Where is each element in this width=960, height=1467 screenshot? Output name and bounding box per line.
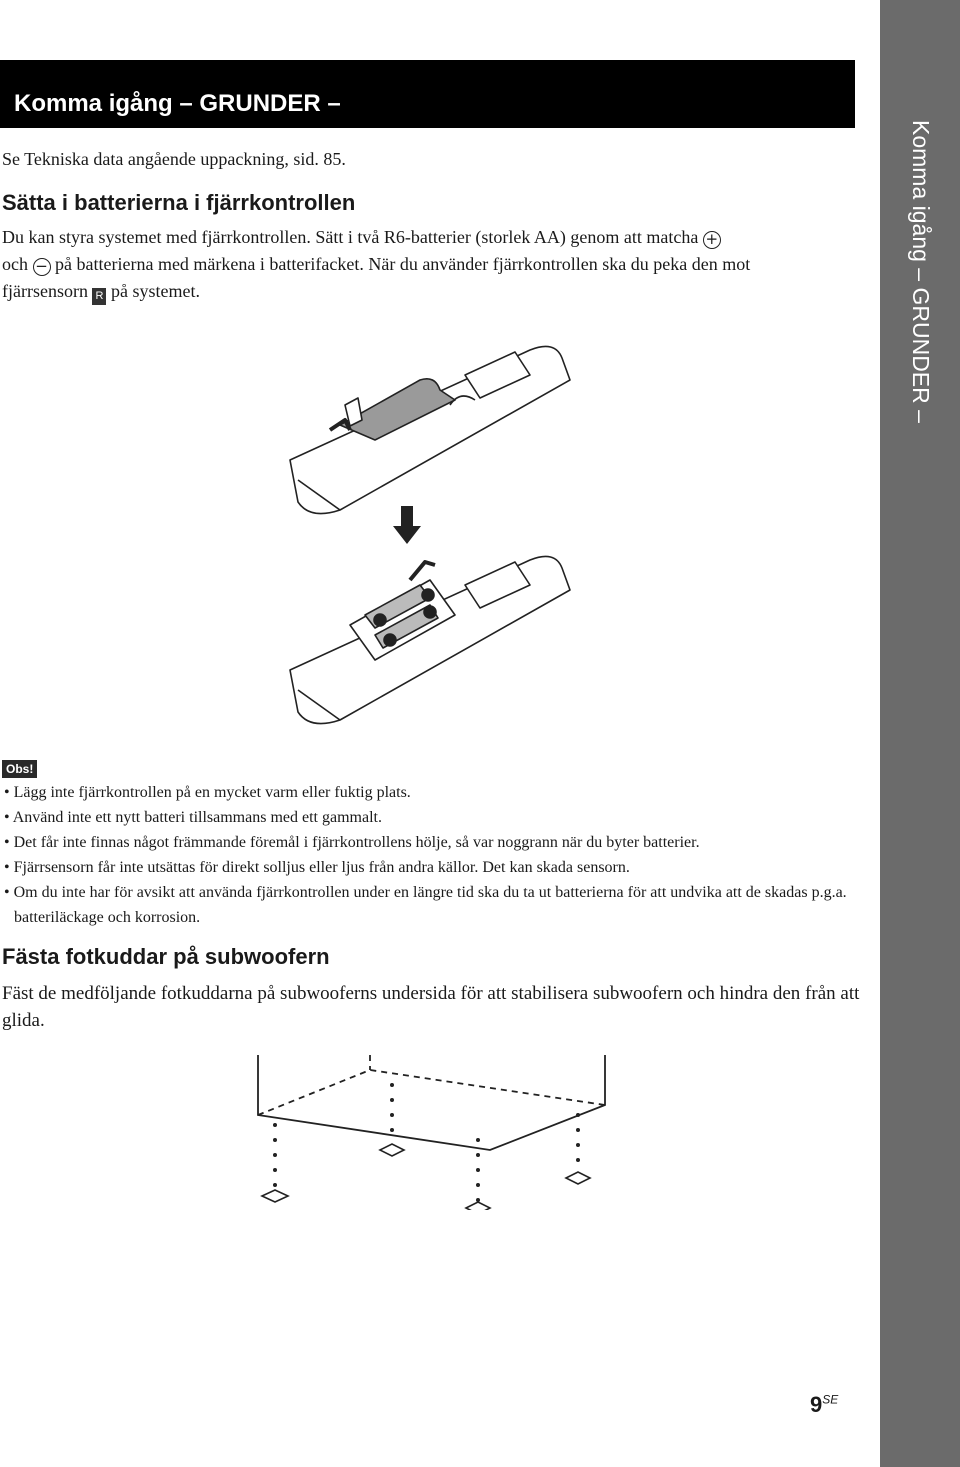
section1-line2a: och [2, 254, 28, 274]
header-title: Komma igång – GRUNDER – [14, 90, 341, 117]
obs-item: • Använd inte ett nytt batteri tillsammans med ett gammalt. [4, 809, 382, 826]
obs-item: • Det får inte finnas något främmande föremål i fjärrkontrollens hölje, så var noggrann när du byter batterier. [4, 834, 700, 851]
side-tab-label: Komma igång – GRUNDER – [908, 120, 934, 423]
remote-cover-illustration [280, 330, 580, 530]
side-tab [880, 0, 960, 1467]
obs-item: • Fjärrsensorn får inte utsättas för direkt solljus eller ljus från andra källor. Det kan skada sensorn. [4, 859, 630, 876]
intro-note: Se Tekniska data angående uppackning, sid. 85. [2, 149, 346, 169]
section1-line1: Du kan styra systemet med fjärrkontrollen. Sätt i två R6-batterier (storlek AA) genom att matcha [2, 227, 699, 247]
plus-icon: + [703, 231, 721, 249]
obs-label: Obs! [2, 760, 37, 778]
remote-batteries-illustration [280, 540, 580, 740]
subwoofer-footpad-illustration [250, 1050, 620, 1210]
section2-heading: Fästa fotkuddar på subwoofern [2, 944, 330, 969]
section2-body: Fäst de medföljande fotkuddarna på subwooferns undersida för att stabilisera subwoofern och hindra den från att glida. [2, 983, 860, 1031]
remote-sensor-icon: R [92, 288, 106, 305]
obs-item: • Om du inte har för avsikt att använda fjärrkontrollen under en längre tid ska du ta ut batterierna för att undvika att de skadas p.g.a. batteriläckage och korrosion. [4, 884, 847, 926]
section1-line2b: på batterierna med märkena i batterifacket. När du använder fjärrkontrollen ska du peka den mot [55, 254, 751, 274]
header-bar [0, 60, 855, 128]
page-number: $9^{SE}$ [810, 1392, 839, 1417]
obs-item: • Lägg inte fjärrkontrollen på en mycket varm eller fuktig plats. [4, 784, 411, 801]
section1-heading: Sätta i batterierna i fjärrkontrollen [2, 190, 356, 215]
section1-line3b: på systemet. [110, 281, 200, 301]
minus-icon: − [33, 258, 51, 276]
section1-line3a: fjärrsensorn [2, 281, 88, 301]
section1-body [2, 224, 862, 305]
obs-list [2, 780, 862, 930]
